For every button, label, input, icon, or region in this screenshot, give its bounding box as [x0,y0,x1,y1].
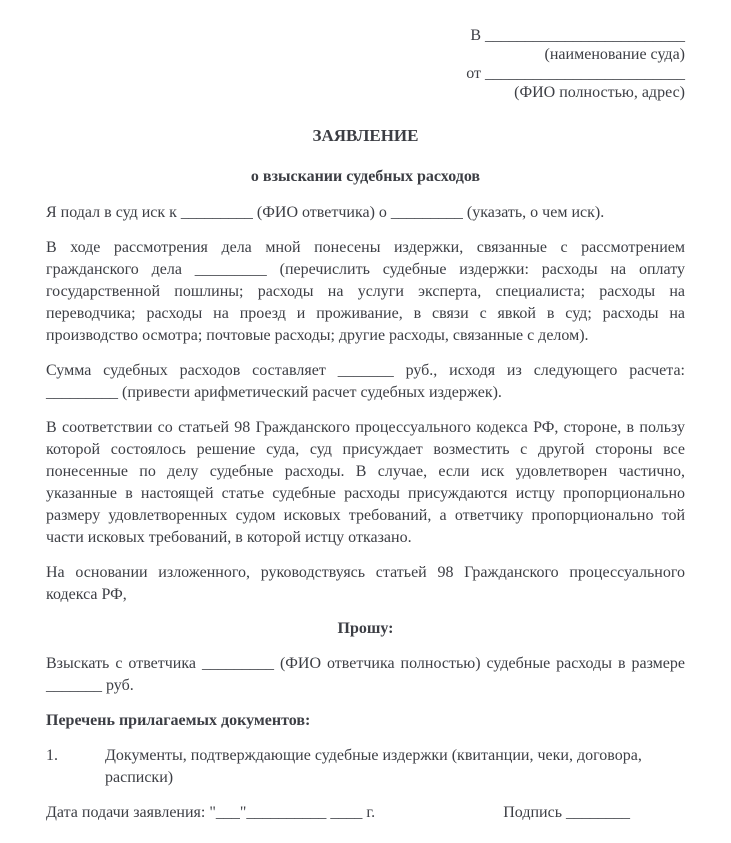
applicant-caption: (ФИО полностью, адрес) [514,84,685,101]
attachments-heading: Перечень прилагаемых документов: [46,712,311,729]
attachment-item-text: Документы, подтверждающие судебные издержки (квитанции, чеки, договора, расписки) [105,747,642,786]
signature-label: Подпись [503,804,562,821]
document-subtitle: о взыскании судебных расходов [250,168,481,185]
court-prefix: В [470,27,481,44]
paragraph-costs-incurred: В ходе рассмотрения дела мной понесены издержки, связанные с рассмотрением гражданского дела _________ (перечислить судебные издержки: расходы на оплату государственной пошлины; расходы на услуги эксперта, специалиста; расходы на переводчика; расходы на проезд и проживание, в связи с явкой в суд; расходы на производство осмотра; почтовые расходы; другие расходы, связанные с делом). [46,239,685,344]
filing-date-blanks: "___"__________ ____ г. [209,804,376,821]
paragraph-article-98: В соответствии со статьей 98 Гражданского процессуального кодекса РФ, стороне, в пользу которой состоялось решение суда, суд присуждает возместить с другой стороны все понесенные по делу судебные расходы. В случае, если иск удовлетворен частично, указанные в настоящей статье судебные расходы присуждаются истцу пропорционально размеру удовлетворенных судом исковых требований, а ответчику пропорционально той части исковых требований, в которой истцу отказано. [46,419,685,546]
filing-date-line [46,802,375,824]
applicant-prefix: от [466,65,481,82]
court-name-line [435,26,685,45]
signature-blank: ________ [566,804,630,821]
footer-row [46,802,685,824]
paragraph-costs-sum: Сумма судебных расходов составляет _______ руб., исходя из следующего расчета: _________ (привести арифметический расчет судебных издержек). [46,362,685,401]
document-title: ЗАЯВЛЕНИЕ [312,126,419,145]
attachment-list-item [46,745,685,789]
applicant-blank: _________________________ [485,65,685,82]
signature-line [503,802,630,824]
court-name-caption: (наименование суда) [544,46,685,63]
filing-date-label: Дата подачи заявления: [46,804,206,821]
paragraph-basis: На основании изложенного, руководствуясь статьей 98 Гражданского процессуального кодекса РФ, [46,564,685,603]
request-text: Взыскать с ответчика _________ (ФИО ответчика полностью) судебные расходы в размере _______ руб. [46,655,685,694]
paragraph-claim-filed: Я подал в суд иск к _________ (ФИО ответчика) о _________ (указать, о чем иск). [46,204,605,221]
request-heading: Прошу: [337,620,394,637]
attachment-item-number: 1. [46,747,58,764]
applicant-line [435,64,685,83]
court-header-block [435,26,685,102]
court-name-blank: _________________________ [485,27,685,44]
